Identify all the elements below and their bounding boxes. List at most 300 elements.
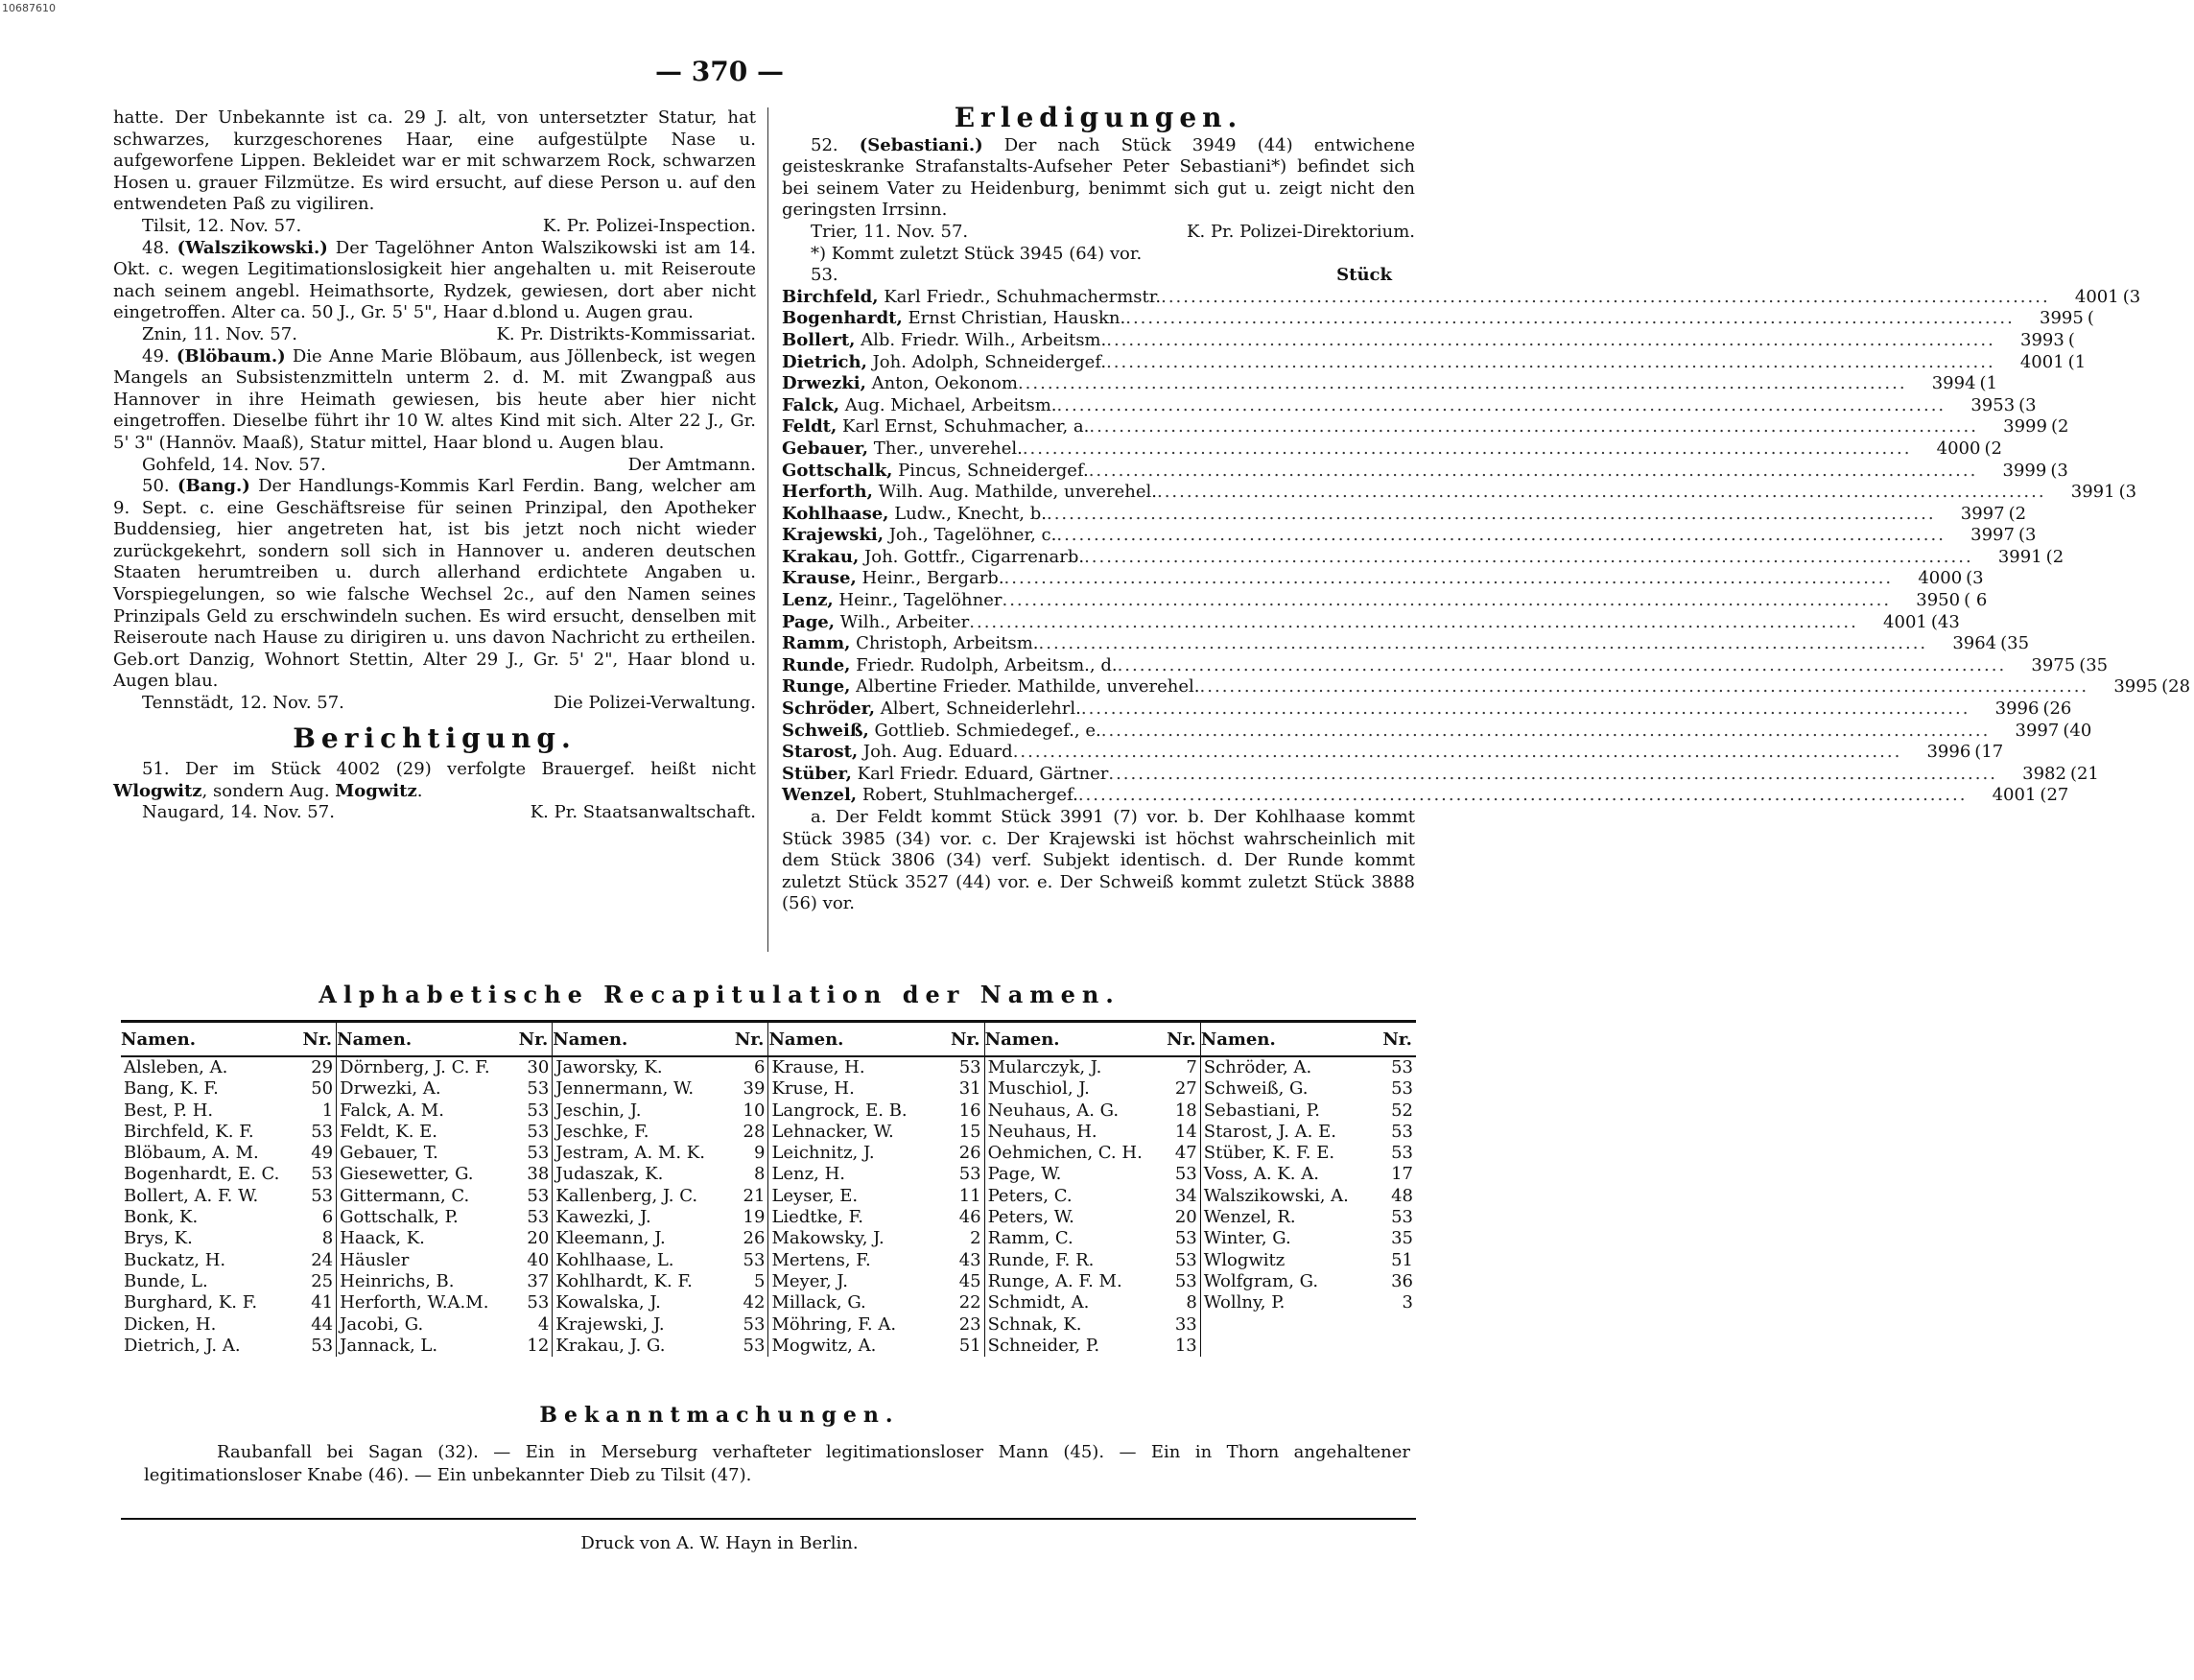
recap-name: Buckatz, H. <box>124 1249 226 1270</box>
recap-body <box>121 1056 1416 1357</box>
recap-name: Wenzel, R. <box>1203 1207 1296 1228</box>
recap-name: Lenz, H. <box>771 1164 845 1185</box>
register-surname: Ramm, <box>782 633 851 654</box>
entry-48 <box>113 238 756 324</box>
recap-number: 51 <box>947 1336 984 1357</box>
recap-name: Birchfeld, K. F. <box>124 1121 254 1142</box>
recap-number: 53 <box>515 1100 553 1122</box>
entry-number: 53. <box>811 265 838 286</box>
correct-name: Mogwitz <box>335 780 417 801</box>
entry-50 <box>113 476 756 693</box>
register-ref: ( 6 <box>1964 590 1988 611</box>
register-row <box>782 546 2064 569</box>
recap-number: 8 <box>1163 1292 1200 1313</box>
register-row <box>782 329 2075 352</box>
recap-name: Gebauer, T. <box>340 1143 438 1164</box>
register-person <box>782 352 1106 374</box>
recap-name: Kleemann, J. <box>555 1228 666 1249</box>
register-ref: (2 <box>1984 438 2002 459</box>
register-row <box>782 568 1984 590</box>
recap-number: 47 <box>1163 1143 1200 1164</box>
entry-place: Tennstädt, 12. Nov. 57. <box>142 693 344 714</box>
register-details: Aug. Michael, Arbeitsm. <box>844 394 1057 415</box>
register-ref: (3 <box>2122 286 2141 307</box>
recap-number: 34 <box>1163 1186 1200 1207</box>
recap-number: 10 <box>731 1100 768 1122</box>
recap-name: Haack, K. <box>340 1228 425 1249</box>
recap-name: Bogenhardt, E. C. <box>124 1164 280 1185</box>
berichtigung-heading: Berichtigung. <box>293 722 577 754</box>
register-person <box>782 308 1125 330</box>
register-details: Karl Friedr. Eduard, Gärtner <box>857 763 1109 784</box>
recap-name: Judaszak, K. <box>555 1164 664 1185</box>
recap-name: Stüber, K. F. E. <box>1203 1143 1335 1164</box>
recap-name: Brys, K. <box>124 1228 193 1249</box>
register-details: Karl Ernst, Schuhmacher, a. <box>842 416 1090 438</box>
dot-leader: ........................................................................................................................ <box>1106 351 1995 372</box>
recap-header-row <box>121 1022 1416 1057</box>
recap-name: Jeschin, J. <box>555 1100 642 1121</box>
register-details: Ther., unverehel. <box>873 438 1023 459</box>
recap-number: 12 <box>515 1336 553 1357</box>
register-person <box>782 482 1157 504</box>
intro-signature <box>113 216 756 238</box>
register-person <box>782 764 1108 786</box>
register-details: Alb. Friedr. Wilh., Arbeitsm. <box>861 329 1107 350</box>
recap-number: 17 <box>1391 1164 1413 1185</box>
register-person <box>782 373 1018 395</box>
recap-name: Ramm, C. <box>987 1228 1073 1249</box>
recap-name: Neuhaus, A. G. <box>987 1100 1120 1121</box>
dot-leader: ........................................................................................................................ <box>1038 633 1928 654</box>
recap-number: 53 <box>1391 1121 1413 1142</box>
register-details: Pincus, Schneidergef. <box>898 460 1089 481</box>
recap-number: 42 <box>731 1292 768 1313</box>
entry-name: (Bang.) <box>177 476 250 497</box>
recap-name: Leichnitz, J. <box>771 1143 875 1164</box>
recap-name: Jannack, L. <box>340 1335 438 1356</box>
entry-place: Naugard, 14. Nov. 57. <box>142 802 335 823</box>
register-stuck: 3997 <box>1960 503 2005 524</box>
dot-leader: ........................................................................................................................ <box>1077 785 1968 806</box>
recap-name: Jaworsky, K. <box>555 1057 663 1077</box>
recap-col-names: Namen. <box>121 1022 298 1057</box>
recap-name: Leyser, E. <box>771 1185 859 1206</box>
page-number: — 370 — <box>655 56 784 87</box>
register-row <box>782 394 2037 417</box>
recap-number: 26 <box>947 1143 984 1164</box>
dot-leader: ........................................................................................................................ <box>1046 503 1936 524</box>
recap-name: Muschiol, J. <box>987 1078 1090 1100</box>
recap-col-names: Namen. <box>768 1022 947 1057</box>
recap-number: 49 <box>298 1143 336 1164</box>
dot-leader: ........................................................................................................................ <box>1056 525 1946 546</box>
printer-imprint: Druck von A. W. Hayn in Berlin. <box>580 1533 859 1553</box>
register-details: Karl Friedr., Schuhmachermstr. <box>884 286 1162 307</box>
recap-row <box>121 1143 1416 1164</box>
recap-name: Runge, A. F. M. <box>987 1270 1122 1291</box>
register-surname: Bollert, <box>782 329 856 350</box>
register-stuck: 4000 <box>1936 438 1981 459</box>
recap-number: 2 <box>947 1228 984 1249</box>
register-row <box>782 351 2087 374</box>
entry-authority: K. Pr. Staatsanwaltschaft. <box>530 802 756 823</box>
recap-number: 31 <box>947 1078 984 1100</box>
recap-row <box>121 1228 1416 1249</box>
recap-name: Page, W. <box>987 1164 1062 1185</box>
register-surname: Birchfeld, <box>782 286 879 307</box>
recap-col-nr: Nr. <box>515 1022 553 1057</box>
recap-number: 53 <box>515 1078 553 1100</box>
recap-row <box>121 1056 1416 1078</box>
recap-number: 26 <box>731 1228 768 1249</box>
dot-leader: ........................................................................................................................ <box>1080 698 1970 720</box>
recap-number: 28 <box>731 1122 768 1143</box>
recap-name: Dietrich, J. A. <box>124 1335 241 1356</box>
recap-name: Kawezki, J. <box>555 1207 651 1228</box>
recap-number: 53 <box>298 1336 336 1357</box>
register-list <box>782 286 2191 807</box>
register-person <box>782 721 1101 743</box>
register-person <box>782 525 1056 547</box>
recap-number: 43 <box>947 1250 984 1271</box>
register-surname: Starost, <box>782 742 859 763</box>
dot-leader: ........................................................................................................................ <box>1056 394 1946 415</box>
recap-table <box>121 1020 1416 1357</box>
register-ref: (2 <box>2045 546 2064 567</box>
recap-name: Jacobi, G. <box>340 1313 424 1335</box>
register-person <box>782 655 1118 677</box>
register-details: Albert, Schneiderlehrl. <box>880 698 1081 720</box>
recap-name: Krakau, J. G. <box>555 1335 666 1356</box>
register-ref: (1 <box>2067 351 2087 372</box>
recap-name: Neuhaus, H. <box>987 1121 1097 1142</box>
register-stuck: 3991 <box>1997 546 2042 567</box>
recap-number: 41 <box>298 1292 336 1313</box>
recap-name: Möhring, F. A. <box>771 1313 897 1335</box>
recap-number: 53 <box>731 1336 768 1357</box>
register-surname: Krause, <box>782 568 857 589</box>
recap-name: Oehmichen, C. H. <box>987 1143 1143 1164</box>
recap-number: 53 <box>1391 1207 1413 1228</box>
recap-number: 11 <box>947 1186 984 1207</box>
register-ref: (3 <box>2018 394 2037 415</box>
recap-number: 1 <box>298 1100 336 1122</box>
recap-name: Krause, H. <box>771 1057 865 1077</box>
register-stuck: 3997 <box>2015 720 2060 741</box>
recap-name: Kohlhaase, L. <box>555 1249 674 1270</box>
register-stuck: 3964 <box>1952 633 1997 654</box>
recap-name: Wollny, P. <box>1203 1292 1286 1313</box>
recap-name: Mogwitz, A. <box>771 1335 877 1356</box>
dot-leader: ........................................................................................................................ <box>1012 742 1902 763</box>
recap-number: 22 <box>947 1292 984 1313</box>
register-stuck: 3975 <box>2031 654 2076 675</box>
recap-name: Starost, J. A. E. <box>1203 1121 1336 1142</box>
recap-name: Häusler <box>340 1249 410 1270</box>
recap-number: 53 <box>1163 1250 1200 1271</box>
recap-number: 53 <box>947 1056 984 1078</box>
recap-name: Schnak, K. <box>987 1313 1082 1335</box>
recap-number: 38 <box>515 1164 553 1185</box>
recap-number: 53 <box>515 1143 553 1164</box>
register-row <box>782 633 2030 655</box>
recap-number: 33 <box>1163 1314 1200 1336</box>
register-notes: a. Der Feldt kommt Stück 3991 (7) vor. b. Der Kohlhaase kommt Stück 3985 (34) vor. c. Der Krajewski ist höchst wahrscheinlich mit dem Stück 3806 (34) verf. Subjekt identisch. d. Der Runde kommt zuletzt Stück 3527 (44) vor. e. Der Schweiß kommt zuletzt Stück 3888 (56) vor. <box>782 807 1415 914</box>
recap-name: Schmidt, A. <box>987 1292 1090 1313</box>
register-stuck: 3953 <box>1970 394 2016 415</box>
recap-number: 53 <box>731 1250 768 1271</box>
recap-number: 29 <box>298 1056 336 1078</box>
recap-number: 53 <box>1163 1164 1200 1185</box>
register-ref: (3 <box>2017 525 2037 546</box>
register-surname: Wenzel, <box>782 785 858 806</box>
register-stuck: 4001 <box>2019 351 2064 372</box>
recap-number: 13 <box>1163 1336 1200 1357</box>
recap-number: 30 <box>515 1056 553 1078</box>
dot-leader: ........................................................................................................................ <box>1022 438 1912 459</box>
entry-authority: Der Amtmann. <box>627 454 756 475</box>
register-details: Joh. Aug. Eduard <box>862 742 1013 763</box>
register-details: Gottlieb. Schmiedegef., e. <box>874 720 1101 741</box>
entry-48-signature <box>113 324 756 346</box>
stuck-label: Stück <box>1336 265 1392 286</box>
recap-name: Runde, F. R. <box>987 1249 1095 1270</box>
entry-text: Der Handlungs-Kommis Karl Ferdin. Bang, welcher am 9. Sept. c. eine Geschäftsreise für seinen Prinzipal, den Apotheker Buddensieg, hier angetreten hat, ist bis jetzt noch nicht wieder zurückgekehrt, sondern soll sich in Hannover u. anderen deutschen Staaten herumtreiben u. durch allerhand erdichtete Angaben u. Vorspiegelungen, so wie falsche Wechsel 2c., auf den Namen seines Prinzipals Geld zu erschwindeln suchen. Es wird ersucht, denselben mit Reiseroute nach Hause zu dirigiren u. uns davon Nachricht zu ertheilen. Geb.ort Danzig, Wohnort Stettin, Alter 29 J., Gr. 5' 2", Haar blond u. Augen blau. <box>113 476 756 692</box>
register-ref: ( <box>2067 329 2075 350</box>
recap-name: Dicken, H. <box>124 1313 217 1335</box>
dot-leader: ........................................................................................................................ <box>1156 482 2046 503</box>
register-details: Joh., Tagelöhner, c. <box>888 525 1057 546</box>
entry-place: Trier, 11. Nov. 57. <box>811 221 969 242</box>
register-row <box>782 785 2069 807</box>
register-stuck: 3995 <box>2040 308 2084 329</box>
recap-name: Kallenberg, J. C. <box>555 1185 698 1206</box>
register-row <box>782 698 2072 721</box>
register-person <box>782 676 1200 698</box>
intro-authority: K. Pr. Polizei-Inspection. <box>542 215 756 236</box>
recap-number: 18 <box>1163 1100 1200 1122</box>
recap-name: Sebastiani, P. <box>1203 1100 1320 1121</box>
recap-number: 27 <box>1163 1078 1200 1100</box>
register-details: Heinr., Bergarb. <box>861 568 1004 589</box>
register-details: Joh. Gottfr., Cigarrenarb. <box>864 546 1085 567</box>
register-row <box>782 308 2094 330</box>
register-row <box>782 460 2068 483</box>
register-ref: (43 <box>1930 611 1960 632</box>
recap-number: 19 <box>731 1207 768 1228</box>
register-stuck: 3991 <box>2070 482 2115 503</box>
recap-number: 35 <box>1391 1228 1413 1249</box>
entry-text: . <box>416 780 423 801</box>
register-details: Christoph, Arbeitsm. <box>856 633 1039 654</box>
register-person <box>782 590 1002 612</box>
intro-text: hatte. Der Unbekannte ist ca. 29 J. alt, von untersetzter Statur, hat schwarzes, kurzgeschorenes Haar, eine aufgestülpte Nase u. aufgeworfene Lippen. Bekleidet war er mit schwarzem Rock, schwarzen Hosen u. grauer Filzmütze. Es wird ersucht, auf diese Person u. auf den entwendeten Paß zu vigiliren. <box>113 107 756 215</box>
recap-name: Best, P. H. <box>124 1100 214 1121</box>
register-row <box>782 611 1960 634</box>
recap-title: Alphabetische Recapitulation der Namen. <box>318 981 1121 1008</box>
dot-leader: ........................................................................................................................ <box>1106 329 1995 350</box>
recap-name: Jennermann, W. <box>555 1078 695 1100</box>
register-ref: (28 <box>2161 676 2191 698</box>
recap-row <box>121 1207 1416 1228</box>
register-surname: Drwezki, <box>782 373 866 394</box>
recap-name: Falck, A. M. <box>340 1100 444 1121</box>
dot-leader: ........................................................................................................................ <box>1003 568 1894 589</box>
register-header <box>782 265 1415 287</box>
register-ref: (3 <box>2118 482 2137 503</box>
recap-name: Wolfgram, G. <box>1203 1270 1319 1291</box>
recap-name: Bang, K. F. <box>124 1078 219 1100</box>
register-surname: Page, <box>782 611 836 632</box>
recap-number: 20 <box>1163 1207 1200 1228</box>
entry-text: Der nach Stück 3949 (44) entwichene geisteskranke Strafanstalts-Aufseher Peter Sebastiani*) befindet sich bei seinem Vater zu Heidenburg, benimmt sich gut u. zeigt nicht den geringsten Irrsinn. <box>782 134 1415 221</box>
register-surname: Runge, <box>782 676 851 698</box>
recap-name: Schneider, P. <box>987 1335 1100 1356</box>
register-row <box>782 525 2037 547</box>
entry-text: Die Anne Marie Blöbaum, aus Jöllenbeck, ist wegen Mangels an Subsistenzmitteln unterm 2. d. M. mit Zwangpaß aus Hannover in ihre Heimath gewiesen, bis heute aber hier nicht eingetroffen. Dieselbe führt ihr 10 W. altes Kind mit sich. Alter 22 J., Gr. 5' 3" (Hannöv. Maaß), Statur mittel, Haar blond u. Augen blau. <box>113 345 756 453</box>
recap-name: Langrock, E. B. <box>771 1100 908 1121</box>
register-person <box>782 416 1089 438</box>
register-person <box>782 504 1047 526</box>
dot-leader: ........................................................................................................................ <box>1100 720 1991 741</box>
recap-name: Peters, W. <box>987 1207 1074 1228</box>
recap-number: 5 <box>731 1271 768 1292</box>
register-stuck: 4001 <box>2074 286 2119 307</box>
register-stuck: 3996 <box>1926 742 1971 763</box>
entry-52 <box>782 135 1415 222</box>
recap-col-names: Namen. <box>984 1022 1163 1057</box>
recap-number: 53 <box>298 1186 336 1207</box>
recap-name: Gottschalk, P. <box>340 1207 459 1228</box>
recap-name: Winter, G. <box>1203 1228 1291 1249</box>
recap-number: 39 <box>731 1078 768 1100</box>
register-stuck: 3999 <box>2003 416 2047 438</box>
entry-text: 51. Der im Stück 4002 (29) verfolgte Brauergef. heißt nicht <box>142 759 756 780</box>
recap-number: 21 <box>731 1186 768 1207</box>
recap-number: 53 <box>1163 1228 1200 1249</box>
recap-col-nr: Nr. <box>947 1022 984 1057</box>
dot-leader: ........................................................................................................................ <box>1002 590 1892 611</box>
recap-number: 8 <box>731 1164 768 1185</box>
recap-number: 53 <box>298 1122 336 1143</box>
left-column <box>113 107 756 824</box>
entry-49 <box>113 346 756 455</box>
register-row <box>782 654 2109 677</box>
entry-place: Gohfeld, 14. Nov. 57. <box>142 454 326 475</box>
dot-leader: ........................................................................................................................ <box>1017 373 1907 394</box>
recap-name: Millack, G. <box>771 1292 866 1313</box>
wrong-name: Wlogwitz <box>113 780 202 801</box>
recap-row <box>121 1164 1416 1185</box>
recap-row <box>121 1314 1416 1336</box>
dot-leader: ........................................................................................................................ <box>1199 676 2089 698</box>
register-person <box>782 568 1004 590</box>
dot-leader: ........................................................................................................................ <box>1088 460 1978 481</box>
dot-leader: ........................................................................................................................ <box>1089 416 1978 438</box>
register-details: Joh. Adolph, Schneidergef. <box>872 351 1107 372</box>
register-surname: Schröder, <box>782 698 876 720</box>
entry-number: 50. <box>142 476 170 497</box>
register-row <box>782 742 2004 764</box>
recap-row <box>121 1122 1416 1143</box>
register-stuck: 3994 <box>1931 373 1976 394</box>
dot-leader: ........................................................................................................................ <box>969 611 1858 632</box>
recap-number: 51 <box>1391 1249 1413 1270</box>
recap-name: Kohlhardt, K. F. <box>555 1270 693 1291</box>
recap-name: Wlogwitz <box>1203 1249 1286 1270</box>
dot-leader: ........................................................................................................................ <box>1161 286 2050 307</box>
recap-name <box>1200 1314 1379 1336</box>
recap-name: Kruse, H. <box>771 1078 855 1100</box>
recap-name: Jestram, A. M. K. <box>555 1143 705 1164</box>
recap-number <box>1379 1336 1416 1357</box>
entry-text: Der Tagelöhner Anton Walszikowski ist am 14. Okt. c. wegen Legitimationslosigkeit hier angehalten u. mit Reiseroute nach seinem angebl. Heimathsorte, Rydzek, gewiesen, dort aber nicht eingetroffen. Alter ca. 50 J., Gr. 5' 5", Haar d.blond u. Augen grau. <box>113 237 756 323</box>
recap-name: Liedtke, F. <box>771 1207 863 1228</box>
footer-rule <box>121 1518 1416 1520</box>
register-person <box>782 612 969 634</box>
register-surname: Falck, <box>782 394 839 415</box>
recap-row <box>121 1186 1416 1207</box>
recap-name: Peters, C. <box>987 1185 1073 1206</box>
recap-number: 20 <box>515 1228 553 1249</box>
entry-authority: K. Pr. Distrikts-Kommissariat. <box>496 323 756 344</box>
recap-number: 7 <box>1163 1056 1200 1078</box>
register-person <box>782 330 1106 352</box>
register-stuck: 3999 <box>2002 460 2047 481</box>
recap-name: Herforth, W.A.M. <box>340 1292 489 1313</box>
recap-name: Makowsky, J. <box>771 1228 885 1249</box>
recap-number: 15 <box>947 1122 984 1143</box>
recap-name: Bunde, L. <box>124 1270 208 1291</box>
recap-name: Kowalska, J. <box>555 1292 661 1313</box>
recap-number: 36 <box>1391 1270 1413 1291</box>
register-ref: (1 <box>1979 373 1998 394</box>
register-row <box>782 482 2137 504</box>
recap-number: 6 <box>298 1207 336 1228</box>
register-ref: (2 <box>2008 503 2027 524</box>
recap-number: 23 <box>947 1314 984 1336</box>
register-details: Ludw., Knecht, b. <box>894 503 1047 524</box>
entry-name: (Sebastiani.) <box>859 134 983 155</box>
recap-number: 16 <box>947 1100 984 1122</box>
recap-number: 3 <box>1402 1292 1413 1313</box>
register-person <box>782 742 1013 764</box>
register-person <box>782 547 1084 569</box>
recap-name: Heinrichs, B. <box>340 1270 455 1291</box>
recap-name: Burghard, K. F. <box>124 1292 258 1313</box>
register-surname: Runde, <box>782 654 851 675</box>
register-surname: Gottschalk, <box>782 460 893 481</box>
register-ref: (26 <box>2042 698 2072 720</box>
recap-name: Jeschke, F. <box>555 1121 649 1142</box>
register-person <box>782 395 1057 417</box>
dot-leader: ........................................................................................................................ <box>1108 763 1997 784</box>
register-surname: Dietrich, <box>782 351 867 372</box>
entry-text: , sondern Aug. <box>201 780 330 801</box>
register-row <box>782 438 2002 461</box>
recap-name <box>1200 1336 1379 1357</box>
recap-number: 6 <box>731 1056 768 1078</box>
register-ref: ( <box>2087 308 2094 329</box>
register-stuck: 3993 <box>2020 329 2064 350</box>
register-person <box>782 785 1078 807</box>
recap-number: 40 <box>515 1250 553 1271</box>
register-person <box>782 438 1023 461</box>
entry-name: (Blöbaum.) <box>176 345 286 367</box>
recap-number <box>1379 1314 1416 1336</box>
dot-leader: ........................................................................................................................ <box>1084 546 1973 567</box>
